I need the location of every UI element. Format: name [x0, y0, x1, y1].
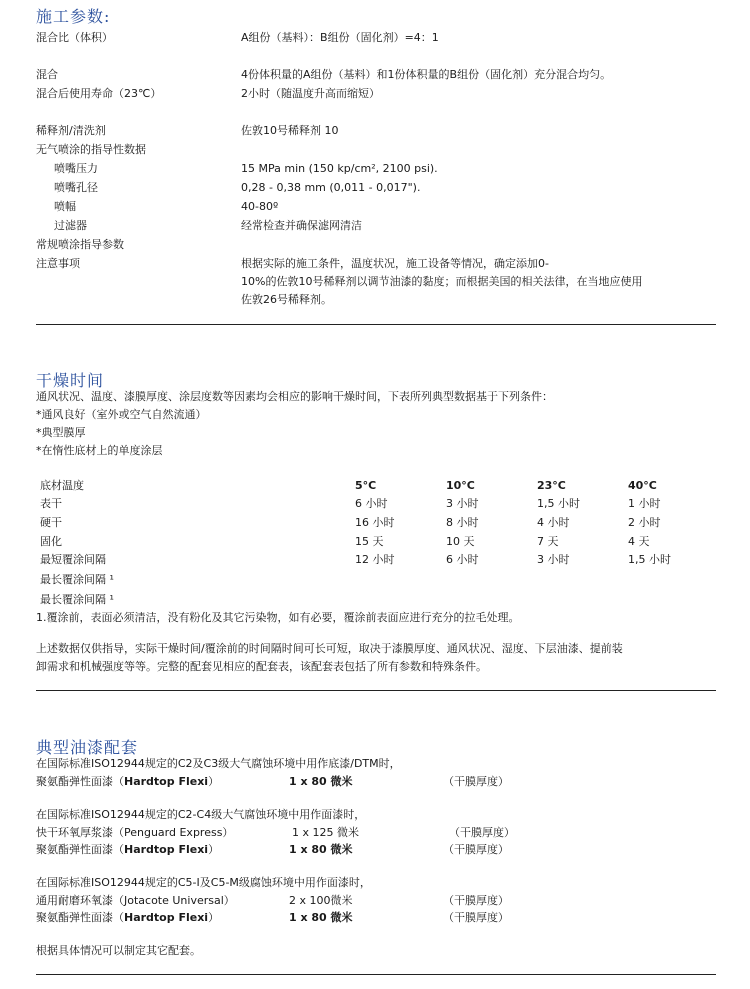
table-cell: 1,5 小时	[537, 497, 580, 510]
filter-label: 过滤器	[54, 219, 87, 232]
table-header-cell: 5°C	[355, 479, 377, 492]
airless-title: 无气喷涂的指导性数据	[36, 143, 146, 156]
system-item-name: 聚氨酯弹性面漆（Hardtop Flexi）	[36, 775, 220, 788]
filter-value: 经常检查并确保滤网清洁	[241, 219, 362, 232]
system-item-name: 聚氨酯弹性面漆（Hardtop Flexi）	[36, 843, 220, 856]
notes-line-3: 佐敦26号稀释剂。	[241, 293, 332, 306]
system-item-unit: （干膜厚度）	[443, 911, 509, 924]
nozzle-tip-label: 喷嘴孔径	[54, 181, 98, 194]
condition-item: *在惰性底材上的单度涂层	[36, 444, 163, 457]
table-header-cell: 40°C	[628, 479, 657, 492]
system-item-unit: （干膜厚度）	[449, 826, 515, 839]
spray-angle-label: 喷幅	[54, 200, 76, 213]
notes-line-2: 10%的佐敦10号稀释剂以调节油漆的黏度；而根据美国的相关法律，在当地应使用	[241, 275, 643, 288]
system-item-name: 聚氨酯弹性面漆（Hardtop Flexi）	[36, 911, 220, 924]
system-item-name: 快干环氧厚浆漆（Penguard Express）	[36, 826, 234, 839]
system-item-thickness: 2 x 100微米	[289, 894, 353, 907]
table-row-label: 最短覆涂间隔	[40, 553, 106, 566]
table-cell: 16 小时	[355, 516, 395, 529]
drying-note-line-2: 卸需求和机械强度等等。完整的配套见相应的配套表，该配套表包括了所有参数和特殊条件。	[36, 660, 487, 673]
system-heading: 在国际标准ISO12944规定的C2及C3级大气腐蚀环境中用作底漆/DTM时，	[36, 757, 401, 770]
system-item-unit: （干膜厚度）	[443, 894, 509, 907]
thinner-label: 稀释剂/清洗剂	[36, 124, 106, 137]
table-cell: 3 小时	[446, 497, 479, 510]
table-header-cell: 10°C	[446, 479, 475, 492]
mixing-value: 4份体积量的A组份（基料）和1份体积量的B组份（固化剂）充分混合均匀。	[241, 68, 612, 81]
nozzle-pressure-value: 15 MPa min (150 kp/cm², 2100 psi).	[241, 162, 438, 175]
table-header-cell: 23°C	[537, 479, 566, 492]
section-title-application: 施工参数:	[36, 7, 111, 26]
section-title-drying-time: 干燥时间	[36, 371, 105, 390]
mix-ratio-label: 混合比（体积）	[36, 31, 113, 44]
system-item-thickness: 1 x 80 微米	[289, 911, 353, 924]
pot-life-label: 混合后使用寿命（23℃）	[36, 87, 162, 100]
system-item-unit: （干膜厚度）	[443, 775, 509, 788]
table-cell: 4 小时	[537, 516, 570, 529]
closing-note: 根据具体情况可以制定其它配套。	[36, 944, 201, 957]
table-cell: 3 小时	[537, 553, 570, 566]
system-item-thickness: 1 x 80 微米	[289, 775, 353, 788]
drying-note-line-1: 上述数据仅供指导，实际干燥时间/覆涂前的时间隔时间可长可短，取决于漆膜厚度、通风状况、湿度、下层油漆、提前装	[36, 642, 623, 655]
system-item-unit: （干膜厚度）	[443, 843, 509, 856]
table-cell: 2 小时	[628, 516, 661, 529]
system-item-name: 通用耐磨环氧漆（Jotacote Universal）	[36, 894, 235, 907]
table-cell: 6 小时	[446, 553, 479, 566]
pot-life-value: 2小时（随温度升高而缩短）	[241, 87, 380, 100]
table-cell: 1,5 小时	[628, 553, 671, 566]
max-interval-label: 最长覆涂间隔 ¹	[40, 573, 114, 586]
system-heading: 在国际标准ISO12944规定的C2-C4级大气腐蚀环境中用作面漆时，	[36, 808, 366, 821]
divider	[36, 690, 716, 691]
table-row-label: 表干	[40, 497, 62, 510]
mix-ratio-value: A组份（基料）：B组份（固化剂）=4：1	[241, 31, 439, 44]
table-cell: 6 小时	[355, 497, 388, 510]
condition-item: *典型膜厚	[36, 426, 86, 439]
notes-line-1: 根据实际的施工条件，温度状况，施工设备等情况，确定添加0-	[241, 257, 549, 270]
nozzle-tip-value: 0,28 - 0,38 mm (0,011 - 0,017").	[241, 181, 421, 194]
condition-item: *通风良好（室外或空气自然流通）	[36, 408, 207, 421]
thinner-value: 佐敦10号稀释剂 10	[241, 124, 339, 137]
max-interval-label: 最长覆涂间隔 ¹	[40, 593, 114, 606]
table-cell: 12 小时	[355, 553, 395, 566]
table-header-cell: 底材温度	[40, 479, 84, 492]
nozzle-pressure-label: 喷嘴压力	[54, 162, 98, 175]
table-row-label: 固化	[40, 535, 62, 548]
table-cell: 4 天	[628, 535, 650, 548]
divider	[36, 324, 716, 325]
footnote: 1.覆涂前，表面必须清洁，没有粉化及其它污染物，如有必要，覆涂前表面应进行充分的拉毛处理。	[36, 611, 520, 624]
table-cell: 7 天	[537, 535, 559, 548]
system-heading: 在国际标准ISO12944规定的C5-I及C5-M级腐蚀环境中用作面漆时，	[36, 876, 371, 889]
table-cell: 8 小时	[446, 516, 479, 529]
mixing-label: 混合	[36, 68, 58, 81]
conventional-title: 常规喷涂指导参数	[36, 238, 124, 251]
divider	[36, 974, 716, 975]
table-cell: 10 天	[446, 535, 475, 548]
spray-angle-value: 40-80º	[241, 200, 279, 213]
drying-intro: 通风状况、温度、漆膜厚度、涂层度数等因素均会相应的影响干燥时间，下表所列典型数据基于下列条件：	[36, 390, 553, 403]
notes-label: 注意事项	[36, 257, 80, 270]
section-title-paint-system: 典型油漆配套	[36, 738, 139, 757]
system-item-thickness: 1 x 80 微米	[289, 843, 353, 856]
table-cell: 1 小时	[628, 497, 661, 510]
system-item-thickness: 1 x 125 微米	[292, 826, 359, 839]
table-cell: 15 天	[355, 535, 384, 548]
table-row-label: 硬干	[40, 516, 62, 529]
